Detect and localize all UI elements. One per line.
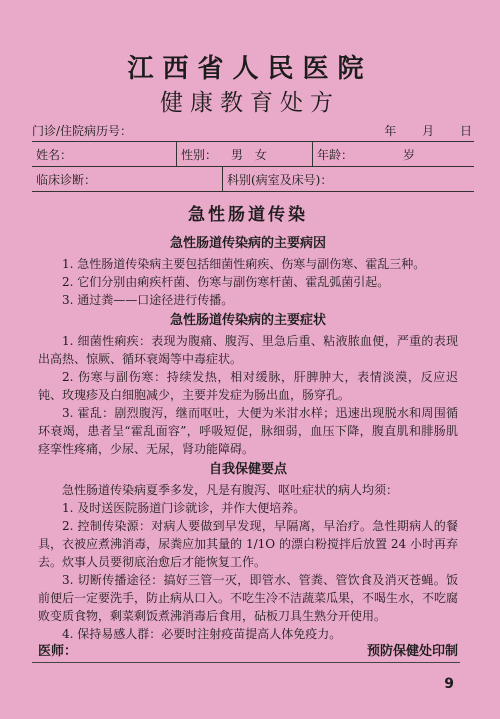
sex-cell: [176, 142, 312, 166]
paragraph: 3. 切断传播途径：搞好三管一灭，即管水、管粪、管饮食及消灭苍蝇。饭前便后一定要洗手，防止病从口入。不吃生冷不洁蔬菜瓜果，不喝生水，不吃腐败变质食物，剩菜剩饭煮沸消毒后食用，砧板刀具生熟分开使用。: [38, 573, 459, 623]
date-field: [362, 122, 472, 139]
paragraph: 3. 霍乱：剧烈腹泻，继而呕吐，大便为米泔水样；迅速出现脱水和周围循环衰竭，患者呈“霍乱面容”，呼吸短促，脉细弱，血压下降，腹直肌和腓肠肌痉挛性疼痛，少尿、无尿，肾功能障碍。: [38, 406, 458, 456]
patient-info-table: [32, 141, 474, 192]
diagnosis-label: 临床诊断：: [36, 172, 97, 187]
sex-label: 性别：: [181, 147, 218, 162]
footer-divider: [32, 662, 460, 663]
sex-options: 男 女: [231, 147, 271, 162]
form-title: 健康教育处方: [160, 90, 340, 116]
age-cell: [312, 142, 474, 166]
paragraph: 2. 伤寒与副伤寒：持续发热，相对缓脉，肝脾肿大，表情淡漠，反应迟钝、玫瑰疹及白细胞减少，主要并发症为肠出血，肠穿孔。: [38, 370, 458, 402]
paragraph: 3. 通过粪——口途径进行传播。: [62, 293, 234, 307]
paragraph: 1. 细菌性痢疾：表现为腹痛、腹泻、里急后重、粘液脓血便，严重的表现出高热、惊厥、循环衰竭等中毒症状。: [38, 334, 458, 366]
paragraph: 2. 它们分别由痢疾杆菌、伤寒与副伤寒杆菌、霍乱弧菌引起。: [62, 275, 390, 289]
age-unit: 岁: [403, 147, 416, 162]
education-content: [38, 206, 458, 643]
age-label: 年龄：: [317, 147, 354, 162]
section-heading-self-care: 自我保健要点: [208, 462, 287, 477]
name-label: 姓名：: [36, 147, 73, 162]
paragraph: 4. 保持易感人群：必要时注射疫苗提高人体免疫力。: [62, 627, 342, 641]
paragraph: 2. 控制传染源：对病人要做到早发现，早隔离，早治疗。急性期病人的餐具，衣被应煮沸消毒，尿粪应加其量的 1/1O 的漂白粉搅拌后放置 24 小时再弃去。炊事人员要彻底治愈后才能恢复工作。: [38, 519, 458, 569]
department-cell: [222, 167, 474, 191]
date-year-label: 年: [384, 124, 397, 138]
page-number: 9: [444, 676, 454, 692]
diagnosis-cell: [32, 167, 222, 191]
doctor-label: 医师：: [38, 644, 78, 659]
record-number-line: [32, 122, 472, 139]
signature-line: [38, 640, 458, 659]
printer-credit: 预防保健处印制: [366, 644, 458, 659]
record-number-label: 门诊/住院病历号：: [32, 124, 133, 138]
department-label: 科别(病室及床号)：: [227, 172, 333, 187]
patient-info-row-2: [32, 167, 474, 192]
section-heading-symptoms: 急性肠道传染病的主要症状: [169, 313, 326, 328]
document-title: 急性肠道传染: [188, 205, 308, 225]
paragraph: 急性肠道传染病夏季多发，凡是有腹泻、呕吐症状的病人均须：: [62, 483, 399, 497]
paragraph: 1. 急性肠道传染病主要包括细菌性痢疾、伤寒与副伤寒、霍乱三种。: [62, 257, 426, 271]
patient-info-row-1: [32, 141, 474, 167]
name-cell: [32, 142, 176, 166]
hospital-name: 江西省人民医院: [127, 54, 373, 84]
date-month-label: 月: [422, 124, 435, 138]
date-day-label: 日: [459, 124, 472, 138]
section-heading-causes: 急性肠道传染病的主要病因: [169, 236, 326, 251]
paragraph: 1. 及时送医院肠道门诊就诊，并作大便培养。: [62, 501, 306, 515]
